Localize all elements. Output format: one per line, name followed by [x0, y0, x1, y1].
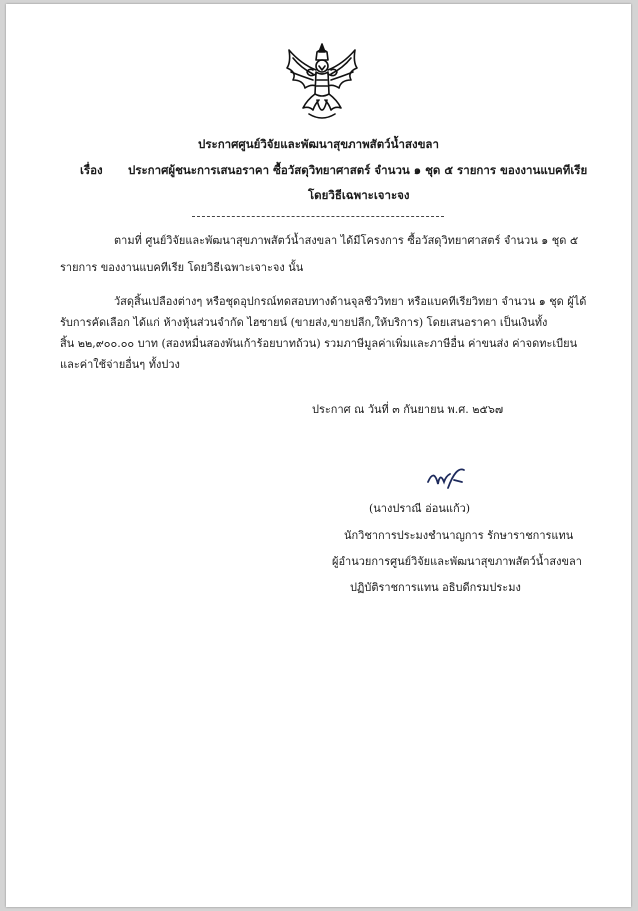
document-title: ประกาศศูนย์วิจัยและพัฒนาสุขภาพสัตว์น้ำสงขลา — [198, 137, 439, 151]
paragraph-2-line-3: สิ้น ๒๒,๙๐๐.๐๐ บาท (สองหมื่นสองพันเก้าร้อยบาทถ้วน) รวมภาษีมูลค่าเพิ่มและภาษีอื่น ค่าขนส่ง ค่าจดทะเบียน — [60, 337, 578, 350]
garuda-emblem-icon — [283, 42, 361, 122]
subject-row — [80, 162, 587, 180]
paragraph-2-line-1: วัสดุสิ้นเปลืองต่างๆ หรือชุดอุปกรณ์ทดสอบทางด้านจุลชีววิทยา หรือแบคทีเรียวิทยา จำนวน ๑ ชุด ผู้ได้ — [114, 295, 587, 308]
subject-label: เรื่อง — [80, 163, 103, 177]
paragraph-2-line-2: รับการคัดเลือก ได้แก่ ห้างหุ้นส่วนจำกัด ไฮซายน์ (ขายส่ง,ขายปลีก,ให้บริการ) โดยเสนอราคา เป็นเงินทั้ง — [60, 316, 548, 329]
document-page — [6, 4, 631, 907]
paragraph-1-line-1: ตามที่ ศูนย์วิจัยและพัฒนาสุขภาพสัตว์น้ำสงขลา ได้มีโครงการ ซื้อวัสดุวิทยาศาสตร์ จำนวน ๑ ชุด ๕ — [114, 234, 579, 247]
paragraph-1-line-2: รายการ ของงานแบคทีเรีย โดยวิธีเฉพาะเจาะจง นั้น — [60, 261, 304, 274]
signature-icon — [424, 462, 468, 492]
signatory-position-2: ผู้อำนวยการศูนย์วิจัยและพัฒนาสุขภาพสัตว์น้ำสงขลา — [332, 555, 582, 568]
paragraph-2-line-4: และค่าใช้จ่ายอื่นๆ ทั้งปวง — [60, 358, 180, 371]
signatory-position-1: นักวิชาการประมงชำนาญการ รักษาราชการแทน — [344, 529, 574, 542]
announce-date: ประกาศ ณ วันที่ ๓ กันยายน พ.ศ. ๒๕๖๗ — [312, 403, 504, 416]
subject-line-2: โดยวิธีเฉพาะเจาะจง — [308, 188, 410, 202]
dashed-divider — [192, 216, 444, 217]
subject-line-1: ประกาศผู้ชนะการเสนอราคา ซื้อวัสดุวิทยาศาสตร์ จำนวน ๑ ชุด ๕ รายการ ของงานแบคทีเรีย — [128, 163, 588, 177]
signatory-position-3: ปฏิบัติราชการแทน อธิบดีกรมประมง — [350, 581, 521, 594]
signatory-name: (นางปราณี อ่อนแก้ว) — [369, 502, 471, 515]
